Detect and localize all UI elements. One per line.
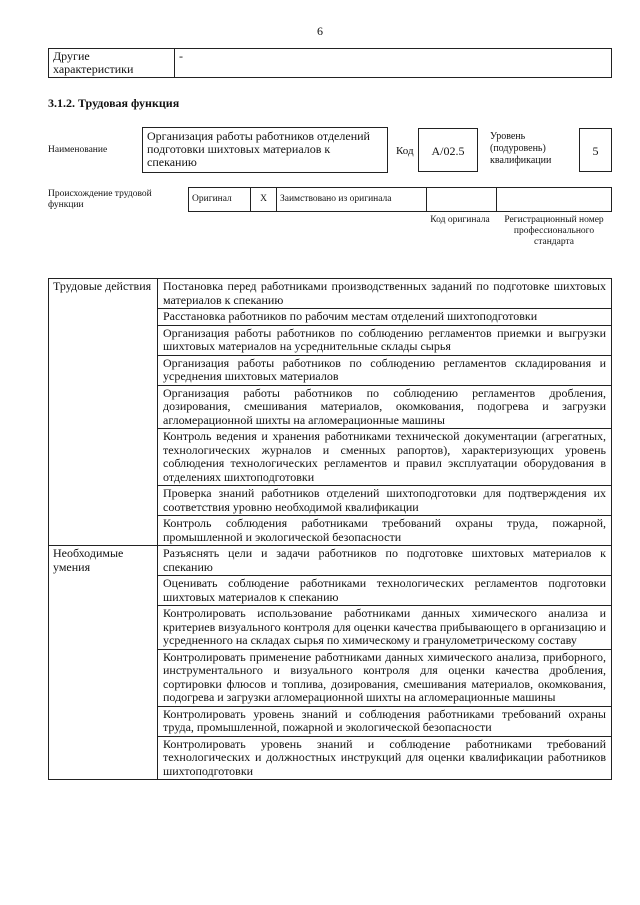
section-title: 3.1.2. Трудовая функция: [48, 96, 180, 110]
skills-label: Необходимые умения: [49, 546, 158, 780]
labor-action-item: Контроль ведения и хранения работниками технической документации (агрегатных, технологических журналов и сменных рапортов), характеризующих уровень соблюдения технологических регламентов и правил эксплуатации оборудования в отделениях шихтоподготовки: [158, 429, 612, 486]
other-characteristics-label: Другие характеристики: [49, 49, 175, 78]
original-code-caption: Код оригинала: [430, 215, 490, 225]
other-characteristics-value: -: [175, 49, 612, 78]
function-name-value: Организация работы работников отделений подготовки шихтовых материалов к спеканию: [142, 127, 388, 173]
borrowed-label: Заимствовано из оригинала: [277, 188, 427, 212]
skill-item: Контролировать уровень знаний и соблюдение работниками требований технологических и должностных инструкций для оценки квалификации работников шихтоподготовки: [158, 736, 612, 780]
skill-item: Контролировать применение работниками данных химического анализа, приборного, инструментального и визуального контроля для оценки качества дробления, сортировки флюсов и топлива, дозирования, смешивания материалов, окомкования, подогрева и загрузки агломерационной шихты на агломерационные машины: [158, 649, 612, 706]
skill-item: Разъяснять цели и задачи работников по подготовке шихтовых материалов к спеканию: [158, 546, 612, 576]
registration-number-caption: Регистрационный номер профессионального стандарта: [504, 215, 604, 247]
code-value: А/02.5: [418, 128, 478, 172]
labor-action-item: Организация работы работников по соблюдению регламентов складирования и усреднения шихтовых материалов: [158, 355, 612, 385]
origin-table: [188, 187, 612, 212]
labor-actions-label: Трудовые действия: [49, 279, 158, 546]
original-code-cell: [427, 188, 497, 212]
skill-item: Контролировать использование работниками данных химического анализа и критериев визуального контроля для оценки качества прибывающего в организацию и усредненного на складах сырья по химическому и гранулометрическому составу: [158, 606, 612, 650]
labor-action-item: Расстановка работников по рабочим местам отделений шихтоподготовки: [158, 309, 612, 326]
function-details-table: [48, 278, 612, 780]
original-label: Оригинал: [189, 188, 251, 212]
qualification-level-value: 5: [579, 128, 612, 172]
labor-action-item: Организация работы работников по соблюдению регламентов дробления, дозирования, смешивания материалов, окомкования, подогрева и загрузки агломерационной шихты на агломерационные машины: [158, 385, 612, 429]
registration-number-cell: [497, 188, 612, 212]
qualification-level-label: Уровень (подуровень) квалификации: [490, 131, 552, 166]
page-number: 6: [317, 24, 323, 38]
labor-action-item: Постановка перед работниками производственных заданий по подготовке шихтовых материалов к спеканию: [158, 279, 612, 309]
original-mark: X: [251, 188, 277, 212]
skill-item: Контролировать уровень знаний и соблюдения работниками требований охраны труда, промышленной, пожарной и экологической безопасности: [158, 706, 612, 736]
skill-item: Оценивать соблюдение работниками технологических регламентов подготовки шихтовых материалов к спеканию: [158, 576, 612, 606]
origin-label: Происхождение трудовой функции: [48, 189, 152, 210]
labor-action-item: Организация работы работников по соблюдению регламентов приемки и выгрузки шихтовых материалов на усреднительные склады сырья: [158, 325, 612, 355]
name-label: Наименование: [48, 145, 108, 155]
code-label: Код: [396, 145, 414, 157]
labor-action-item: Проверка знаний работников отделений шихтоподготовки для подтверждения их соответствия уровню необходимой квалификации: [158, 486, 612, 516]
labor-action-item: Контроль соблюдения работниками требований охраны труда, пожарной, промышленной и экологической безопасности: [158, 516, 612, 546]
other-characteristics-table: [48, 48, 612, 78]
